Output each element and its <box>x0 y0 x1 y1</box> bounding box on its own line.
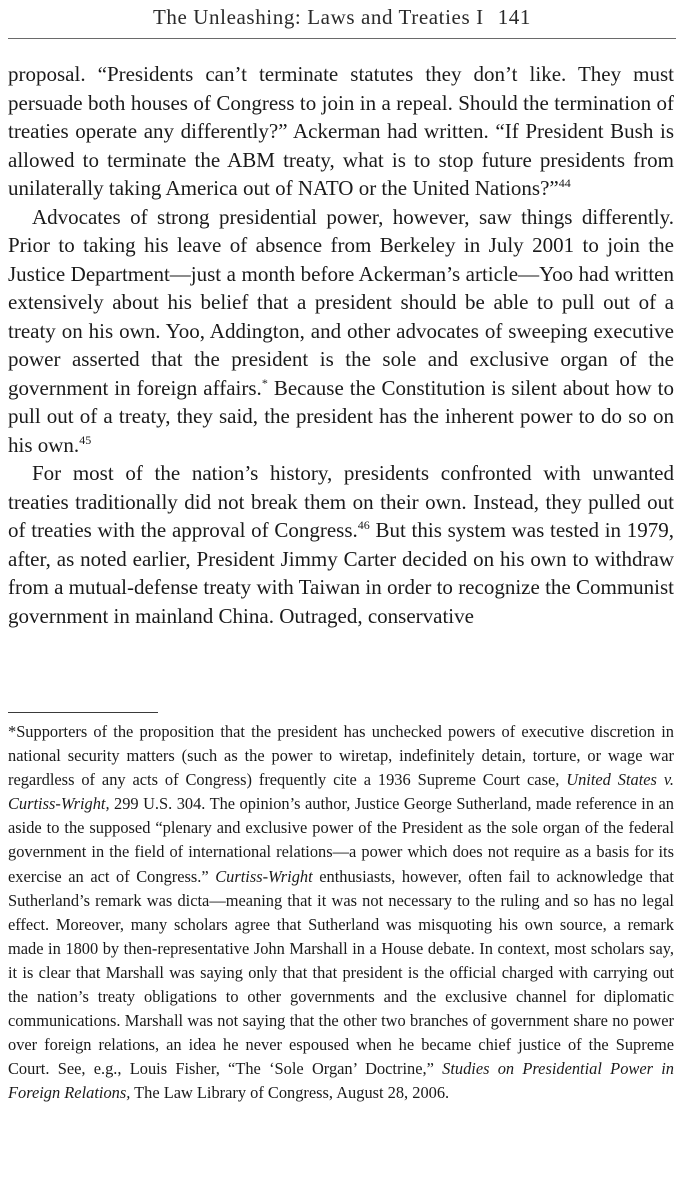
page-number: 141 <box>497 5 531 29</box>
body-text <box>8 60 674 630</box>
footnote-text-1: *Supporters of the proposition that the president has unchecked powers of executive discretion in national security matters (such as the power to wiretap, indefinitely detain, torture, or wage war regardless of any acts of Congress) frequently cite a 1936 Supreme Court case, <box>8 722 674 790</box>
footnote-rule <box>8 712 158 713</box>
paragraph-2-text-a: Advocates of strong presidential power, however, saw things differently. Prior to taking his leave of absence from Berkeley in July 2001 to join the Justice Department—just a month before Ackerman’s article—Yoo had written extensively about his belief that a president should be able to pull out of a treaty on his own. Yoo, Addington, and other advocates of sweeping executive power asserted that the president is the sole and exclusive organ of the government in foreign affairs. <box>8 204 674 400</box>
running-title: The Unleashing: Laws and Treaties I <box>152 5 484 29</box>
paragraph-2-text-b: Because the Constitution is silent about how to pull out of a treaty, they said, the president has the inherent power to do so on his own. <box>8 375 674 457</box>
footnote-case-name: United States v. Curtiss-Wright, <box>8 770 674 814</box>
running-head <box>8 5 676 30</box>
footnote-text-3: enthusiasts, however, often fail to acknowledge that Sutherland’s remark was dicta—meaning that it was not necessary to the ruling and so has no legal effect. Moreover, many scholars agree that Sutherland was misquoting his own source, a remark made in 1800 by then-representative John Marshall in a House debate. In context, most scholars say, it is clear that Marshall was saying only that that president is the official charged with carrying out the nation’s treaty obligations to other governments and the exclusive channel for diplomatic communications. Marshall was not saying that the other two branches of government share no power over foreign relations, an idea he never espoused when he became chief justice of the Supreme Court. See, e.g., Louis Fisher, “The ‘Sole Organ’ Doctrine,” <box>8 866 674 1079</box>
footnote-text-2: 299 U.S. 304. The opinion’s author, Justice George Sutherland, made reference in an aside to the supposed “plenary and exclusive power of the President as the sole organ of the federal government in the field of international relations—a power which does not require as a basis for its exercise an act of Congress.” <box>8 794 674 886</box>
footnote <box>8 720 674 1106</box>
footnote-star-ref: * <box>261 375 268 390</box>
footnote-text-4: The Law Library of Congress, August 28, 2006. <box>130 1083 450 1103</box>
footnote-publication-title: Studies on Presidential Power in Foreign Relations, <box>8 1059 674 1103</box>
header-rule <box>8 38 676 39</box>
note-ref-44: 44 <box>558 176 571 190</box>
note-ref-46: 46 <box>357 518 370 532</box>
paragraph-3 <box>8 459 674 630</box>
paragraph-1-text: proposal. “Presidents can’t terminate statutes they don’t like. They must persuade both houses of Congress to join in a repeal. Should the termination of treaties operate any differently?” Ackerman had written. “If President Bush is allowed to terminate the ABM treaty, what is to stop future presidents from unilaterally taking America out of NATO or the United Nations?” <box>8 62 674 200</box>
paragraph-2 <box>8 203 674 460</box>
paragraph-3-text-b: But this system was tested in 1979, after, as noted earlier, President Jimmy Carter decided on his own to withdraw from a mutual-defense treaty with Taiwan in order to recognize the Communist government in mainland China. Outraged, conservative <box>8 518 674 628</box>
paragraph-3-text-a: For most of the nation’s history, presidents confronted with unwanted treaties traditionally did not break them on their own. Instead, they pulled out of treaties with the approval of Congress. <box>8 461 674 542</box>
note-ref-45: 45 <box>79 432 92 447</box>
book-page <box>8 0 676 1200</box>
paragraph-1 <box>8 60 674 203</box>
footnote-case-short: Curtiss-Wright <box>215 866 313 886</box>
